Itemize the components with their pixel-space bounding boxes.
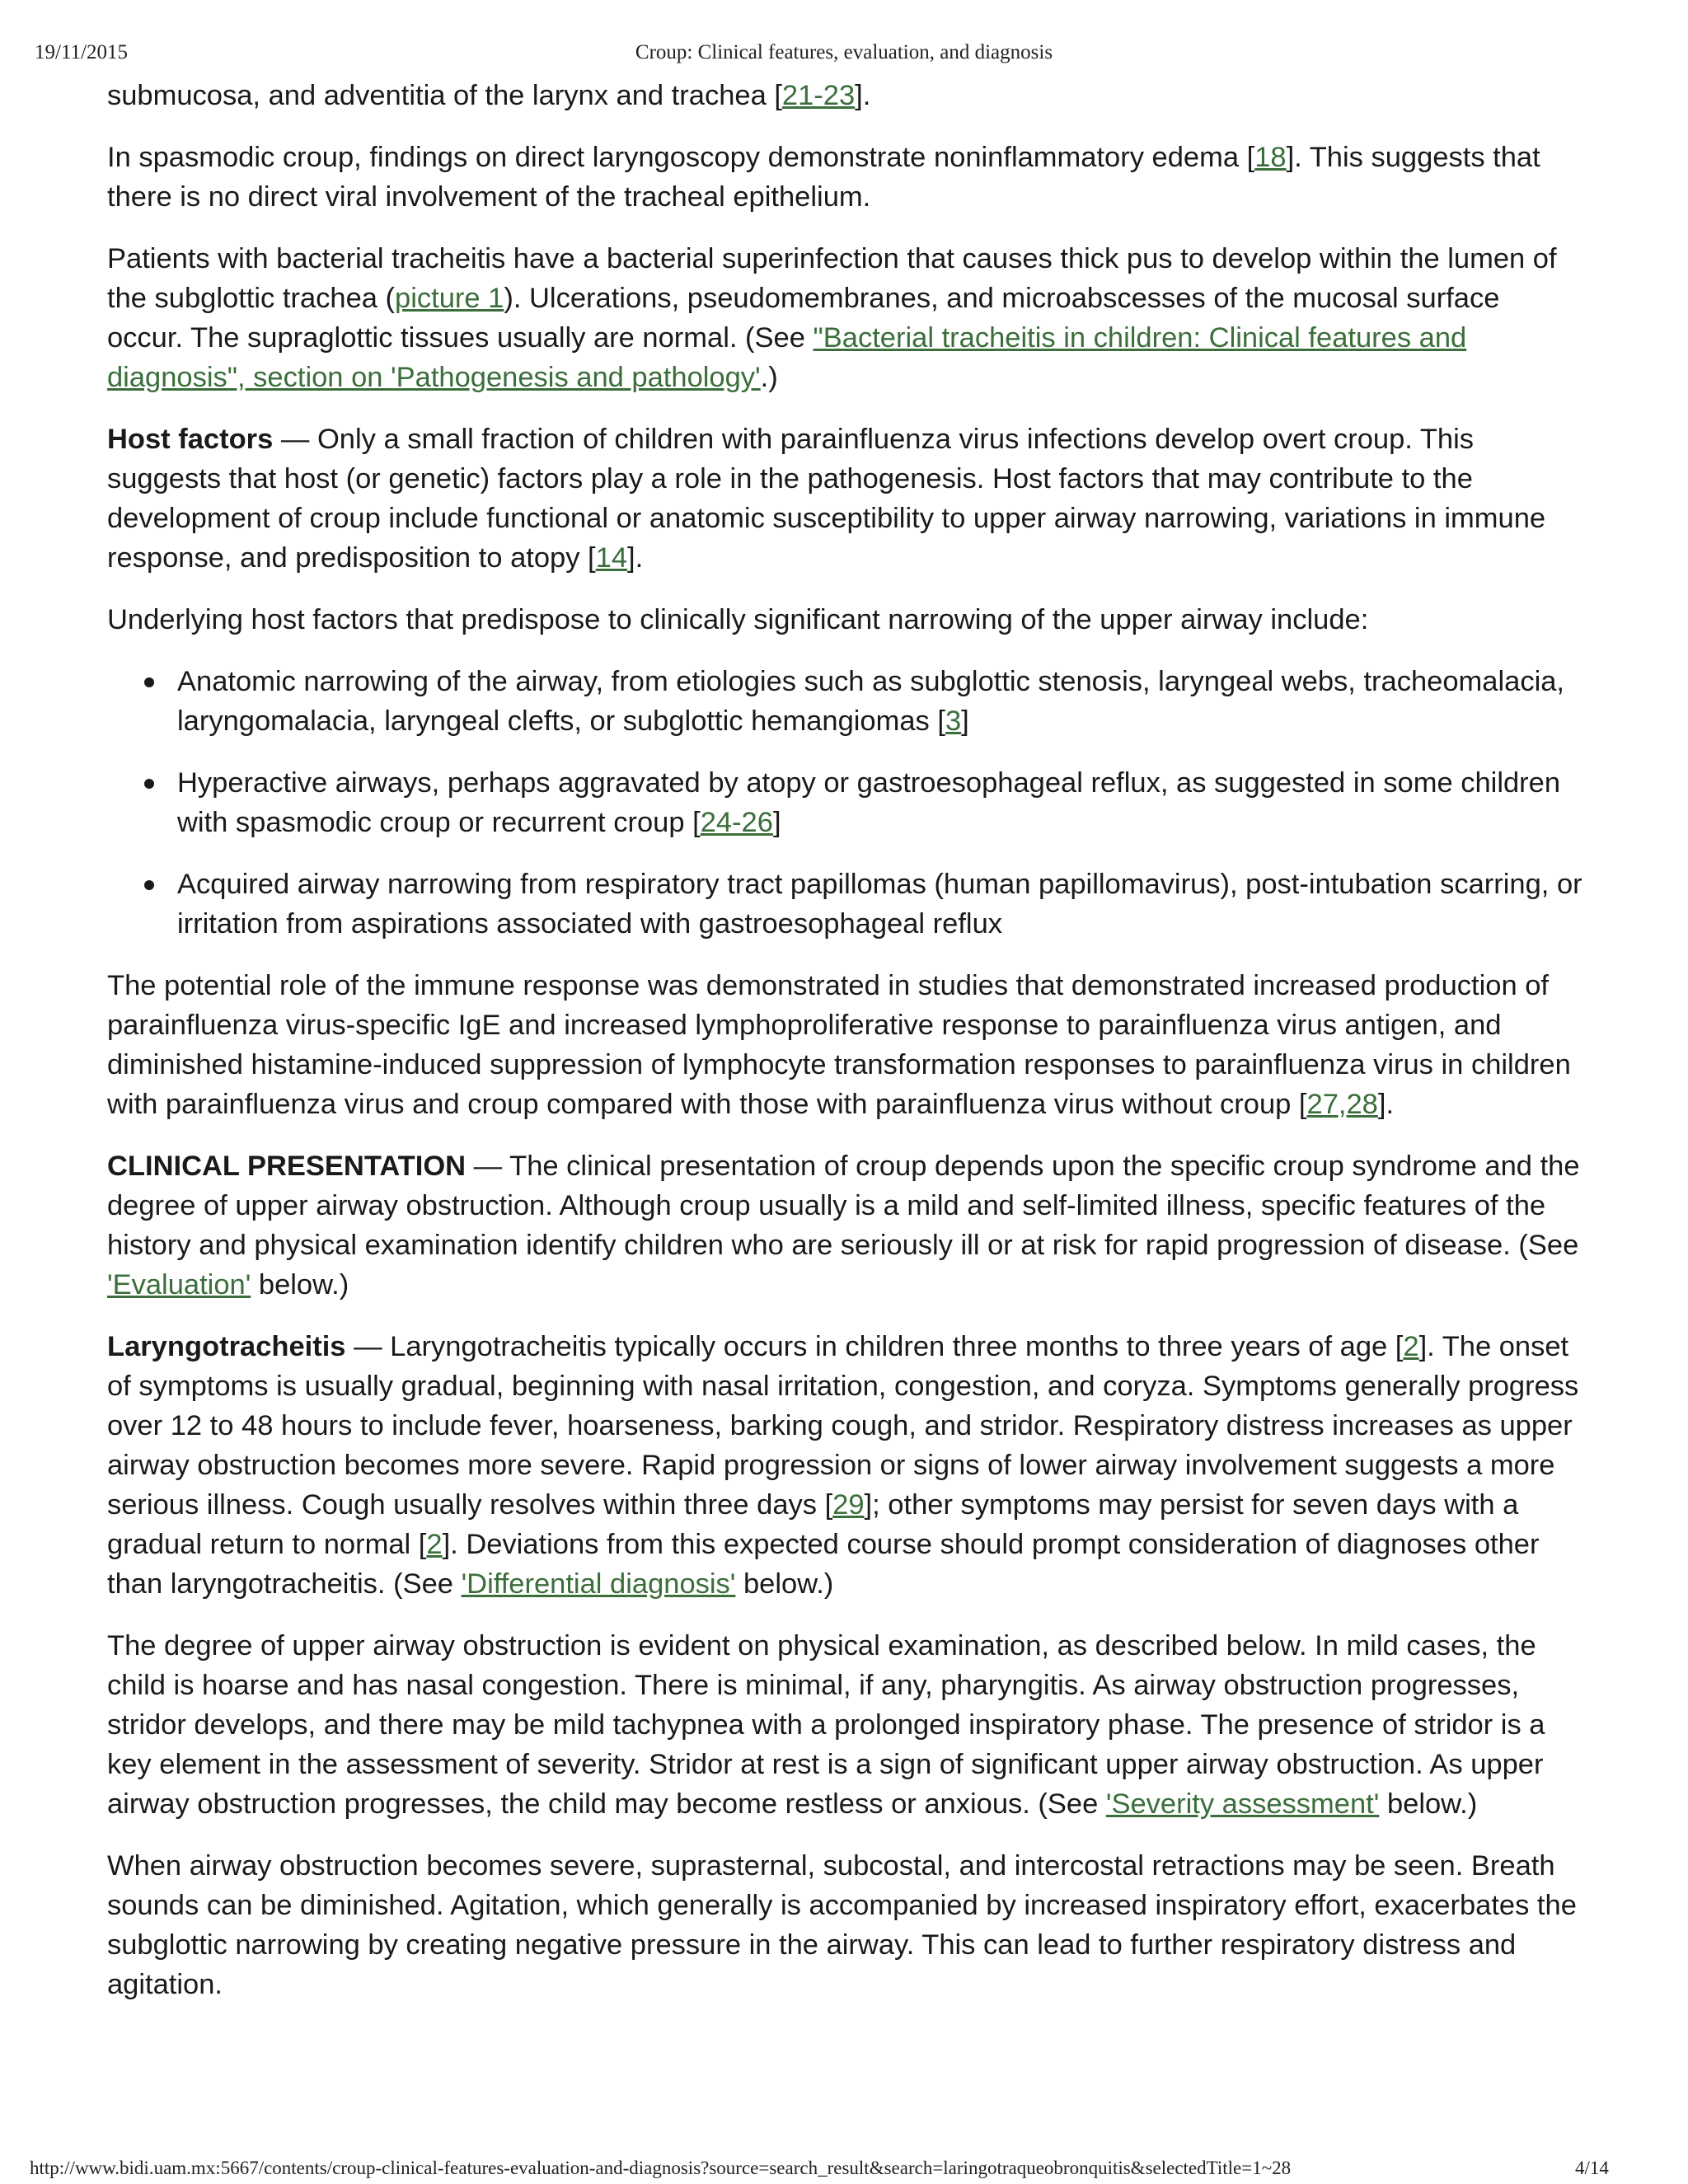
paragraph-bacterial-tracheitis: Patients with bacterial tracheitis have a bacterial superinfection that causes thick pus to develop within the lumen of the subglottic trachea (picture 1). Ulcerations, pseudomembranes, and microabscesses of the mucosal surface occur. The supraglottic tissues usually are normal. (See "Bacterial tracheitis in children: Clinical features and diagnosis", section on 'Pathogenesis and pathology'.): [107, 243, 1557, 393]
print-url: http://www.bidi.uam.mx:5667/contents/croup-clinical-features-evaluation-and-diagnosis?source=search_result&search=laringotraqueobronquitis&selectedTitle=1~28: [30, 2158, 1292, 2178]
section-link-severity-assessment[interactable]: 'Severity assessment': [1105, 1788, 1380, 1820]
bullet-icon: [144, 880, 154, 890]
host-factor-list: [107, 662, 1582, 944]
section-link-differential-diagnosis[interactable]: 'Differential diagnosis': [461, 1568, 736, 1600]
section-heading-laryngotracheitis: Laryngotracheitis: [107, 1331, 346, 1362]
list-item: Anatomic narrowing of the airway, from etiologies such as subglottic stenosis, laryngeal webs, tracheomalacia, laryngomalacia, laryngeal clefts, or subglottic hemangiomas [3]: [107, 662, 1582, 741]
list-item: Hyperactive airways, perhaps aggravated by atopy or gastroesophageal reflux, as suggested in some children with spasmodic croup or recurrent croup [24-26]: [107, 763, 1582, 842]
picture-link-1[interactable]: picture 1: [395, 283, 504, 314]
print-title: Croup: Clinical features, evaluation, and diagnosis: [635, 41, 1053, 63]
section-heading-host-factors: Host factors: [107, 424, 274, 455]
article-body: [107, 76, 1582, 2027]
reference-link-21-23[interactable]: 21-23: [781, 80, 856, 111]
paragraph-underlying-factors: Underlying host factors that predispose to clinically significant narrowing of the upper airway include:: [107, 604, 1369, 635]
bullet-icon: [144, 779, 154, 789]
paragraph-host-factors: Host factors — Only a small fraction of children with parainfluenza virus infections develop overt croup. This suggests that host (or genetic) factors play a role in the pathogenesis. Host factors that may contribute to the development of croup include functional or anatomic susceptibility to upper airway narrowing, variations in immune response, and predisposition to atopy [14].: [107, 424, 1546, 574]
bullet-icon: [144, 677, 154, 687]
reference-link-24-26[interactable]: 24-26: [700, 807, 773, 838]
reference-link-18[interactable]: 18: [1254, 142, 1287, 173]
reference-link-14[interactable]: 14: [595, 542, 628, 574]
section-heading-clinical-presentation: CLINICAL PRESENTATION: [107, 1151, 467, 1182]
paragraph-severe-obstruction: When airway obstruction becomes severe, suprasternal, subcostal, and intercostal retractions may be seen. Breath sounds can be diminished. Agitation, which generally is accompanied by increased inspiratory effort, exacerbates the subglottic narrowing by creating negative pressure in the airway. This can lead to further respiratory distress and agitation.: [107, 1850, 1577, 2000]
reference-link-3[interactable]: 3: [945, 705, 962, 737]
print-date: 19/11/2015: [35, 41, 128, 63]
reference-link-27-28[interactable]: 27,28: [1306, 1089, 1378, 1120]
paragraph-clinical-presentation: CLINICAL PRESENTATION — The clinical presentation of croup depends upon the specific croup syndrome and the degree of upper airway obstruction. Although croup usually is a mild and self-limited illness, specific features of the history and physical examination identify children who are seriously ill or at risk for rapid progression of disease. (See 'Evaluation' below.): [107, 1151, 1580, 1301]
reference-link-2[interactable]: 2: [1403, 1331, 1419, 1362]
paragraph-spasmodic-croup: In spasmodic croup, findings on direct laryngoscopy demonstrate noninflammatory edema [18]. This suggests that there is no direct viral involvement of the tracheal epithelium.: [107, 142, 1540, 213]
reference-link-29[interactable]: 29: [832, 1489, 865, 1521]
paragraph-immune-response: The potential role of the immune response was demonstrated in studies that demonstrated increased production of parainfluenza virus-specific IgE and increased lymphoproliferative response to parainfluenza virus antigen, and diminished histamine-induced suppression of lymphocyte transformation responses to parainfluenza virus in children with parainfluenza virus and croup compared with those with parainfluenza virus without croup [27,28].: [107, 970, 1571, 1120]
reference-link-2[interactable]: 2: [426, 1529, 443, 1560]
paragraph-laryngotracheitis: Laryngotracheitis — Laryngotracheitis typically occurs in children three months to three years of age [2]. The onset of symptoms is usually gradual, beginning with nasal irritation, congestion, and coryza. Symptoms generally progress over 12 to 48 hours to include fever, hoarseness, barking cough, and stridor. Respiratory distress increases as upper airway obstruction becomes more severe. Rapid progression or signs of lower airway involvement suggests a more serious illness. Cough usually resolves within three days [29]; other symptoms may persist for seven days with a gradual return to normal [2]. Deviations from this expected course should prompt consideration of diagnoses other than laryngotracheitis. (See 'Differential diagnosis' below.): [107, 1331, 1579, 1600]
paragraph-pathology-tail: submucosa, and adventitia of the larynx and trachea [21-23].: [107, 80, 871, 111]
paragraph-airway-obstruction: The degree of upper airway obstruction is evident on physical examination, as described below. In mild cases, the child is hoarse and has nasal congestion. There is minimal, if any, pharyngitis. As airway obstruction progresses, stridor develops, and there may be mild tachypnea with a prolonged inspiratory phase. The presence of stridor is a key element in the assessment of severity. Stridor at rest is a sign of significant upper airway obstruction. As upper airway obstruction progresses, the child may become restless or anxious. (See 'Severity assessment' below.): [107, 1630, 1545, 1820]
section-link-evaluation[interactable]: 'Evaluation': [107, 1269, 251, 1301]
page-number: 4/14: [1575, 2158, 1609, 2178]
list-item: Acquired airway narrowing from respiratory tract papillomas (human papillomavirus), post-intubation scarring, or irritation from aspirations associated with gastroesophageal reflux: [107, 865, 1582, 944]
topic-link-bacterial-tracheitis[interactable]: "Bacterial tracheitis in children: Clinical features and diagnosis", section on 'Pathogenesis and pathology': [107, 322, 1467, 393]
